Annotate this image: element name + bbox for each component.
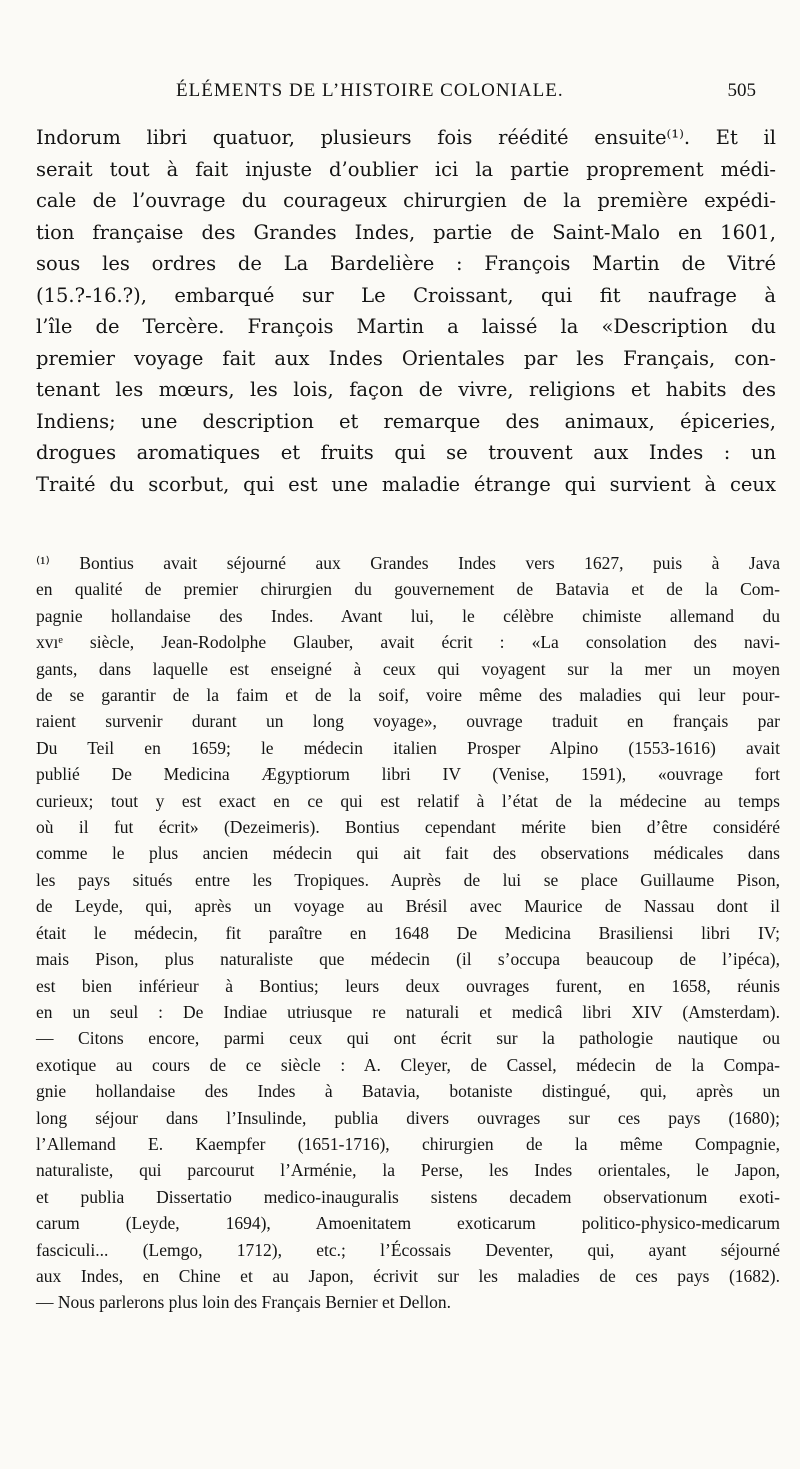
text-line: l’île de Tercère. François Martin a laissé la «Description du bbox=[36, 315, 776, 338]
text-line: cale de l’ouvrage du courageux chirurgien de la première expédi- bbox=[36, 189, 776, 212]
footnote-line: de Leyde, qui, après un voyage au Brésil avec Maurice de Nassau dont il bbox=[36, 896, 780, 917]
footnote bbox=[36, 550, 780, 1316]
footnote-line: fasciculi... (Lemgo, 1712), etc.; l’Écossais Deventer, qui, ayant séjourné bbox=[36, 1239, 780, 1260]
footnote-line: curieux; tout y est exact en ce qui est relatif à l’état de la médecine au temps bbox=[36, 790, 780, 811]
footnote-line: exotique au cours de ce siècle : A. Cleyer, de Cassel, médecin de la Compa- bbox=[36, 1054, 780, 1075]
footnote-line: était le médecin, fit paraître en 1648 De Medicina Brasiliensi libri IV; bbox=[36, 922, 780, 943]
footnote-line: aux Indes, en Chine et au Japon, écrivit sur les maladies de ces pays (1682). bbox=[36, 1265, 780, 1286]
page-header bbox=[36, 80, 756, 102]
running-title: ÉLÉMENTS DE L’HISTOIRE COLONIALE. bbox=[176, 80, 564, 101]
main-text bbox=[36, 122, 776, 500]
text-line: sous les ordres de La Bardelière : François Martin de Vitré bbox=[36, 252, 776, 275]
footnote-line: — Citons encore, parmi ceux qui ont écrit sur la pathologie nautique ou bbox=[36, 1028, 780, 1049]
text-line: serait tout à fait injuste d’oublier ici la partie proprement médi- bbox=[36, 157, 776, 181]
text-line: Traité du scorbut, qui est une maladie étrange qui survient à ceux bbox=[36, 472, 776, 496]
footnote-line: long séjour dans l’Insulinde, publia divers ouvrages sur ces pays (1680); bbox=[36, 1107, 780, 1128]
text-line: tenant les mœurs, les lois, façon de vivre, religions et habits des bbox=[36, 378, 776, 401]
footnote-line: naturaliste, qui parcourut l’Arménie, la Perse, les Indes orientales, le Japon, bbox=[36, 1160, 780, 1181]
footnote-line: l’Allemand E. Kaempfer (1651-1716), chirurgien de la même Compagnie, bbox=[36, 1133, 780, 1154]
page-number: 505 bbox=[727, 80, 756, 101]
footnote-line: gants, dans laquelle est enseigné à ceux qui voyagent sur la mer un moyen bbox=[36, 658, 780, 679]
text-line: premier voyage fait aux Indes Orientales par les Français, con- bbox=[36, 346, 776, 370]
footnote-line: — Nous parlerons plus loin des Français Bernier et Dellon. bbox=[36, 1292, 452, 1313]
footnote-line: publié De Medicina Ægyptiorum libri IV (Venise, 1591), «ouvrage fort bbox=[36, 764, 780, 785]
footnote-line: pagnie hollandaise des Indes. Avant lui, le célèbre chimiste allemand du bbox=[36, 605, 780, 626]
footnote-line: xvıᵉ siècle, Jean-Rodolphe Glauber, avait écrit : «La consolation des navi- bbox=[36, 632, 780, 653]
footnote-line: mais Pison, plus naturaliste que médecin (il s’occupa beaucoup de l’ipéca), bbox=[36, 949, 780, 970]
footnote-line: de se garantir de la faim et de la soif, voire même des maladies qui leur pour- bbox=[36, 685, 780, 706]
footnote-line: en un seul : De Indiae utriusque re naturali et medicâ libri XIV (Amsterdam). bbox=[36, 1001, 780, 1022]
text-line: (15.?-16.?), embarqué sur Le Croissant, qui fit naufrage à bbox=[36, 283, 776, 307]
footnote-line: raient survenir durant un long voyage», ouvrage traduit en français par bbox=[36, 711, 780, 732]
text-line: drogues aromatiques et fruits qui se trouvent aux Indes : un bbox=[36, 441, 776, 464]
footnote-line: où il fut écrit» (Dezeimeris). Bontius cependant mérite bien d’être considéré bbox=[36, 817, 780, 838]
footnote-line: ⁽¹⁾ Bontius avait séjourné aux Grandes Indes vers 1627, puis à Java bbox=[36, 553, 780, 573]
text-line: Indiens; une description et remarque des animaux, épiceries, bbox=[36, 409, 776, 433]
footnote-line: comme le plus ancien médecin qui ait fait des observations médicales dans bbox=[36, 843, 780, 864]
footnote-line: gnie hollandaise des Indes à Batavia, botaniste distingué, qui, après un bbox=[36, 1081, 780, 1102]
footnote-line: et publia Dissertatio medico-inauguralis sistens decadem observationum exoti- bbox=[36, 1186, 780, 1207]
text-line: tion française des Grandes Indes, partie de Saint-Malo en 1601, bbox=[36, 220, 776, 244]
footnote-line: les pays situés entre les Tropiques. Auprès de lui se place Guillaume Pison, bbox=[36, 869, 780, 890]
footnote-line: carum (Leyde, 1694), Amoenitatem exoticarum politico-physico-medicarum bbox=[36, 1213, 780, 1234]
footnote-line: est bien inférieur à Bontius; leurs deux ouvrages furent, en 1658, réunis bbox=[36, 975, 780, 996]
footnote-line: en qualité de premier chirurgien du gouvernement de Batavia et de la Com- bbox=[36, 579, 780, 600]
text-line: Indorum libri quatuor, plusieurs fois réédité ensuite⁽¹⁾. Et il bbox=[36, 126, 776, 149]
footnote-line: Du Teil en 1659; le médecin italien Prosper Alpino (1553-1616) avait bbox=[36, 737, 780, 758]
